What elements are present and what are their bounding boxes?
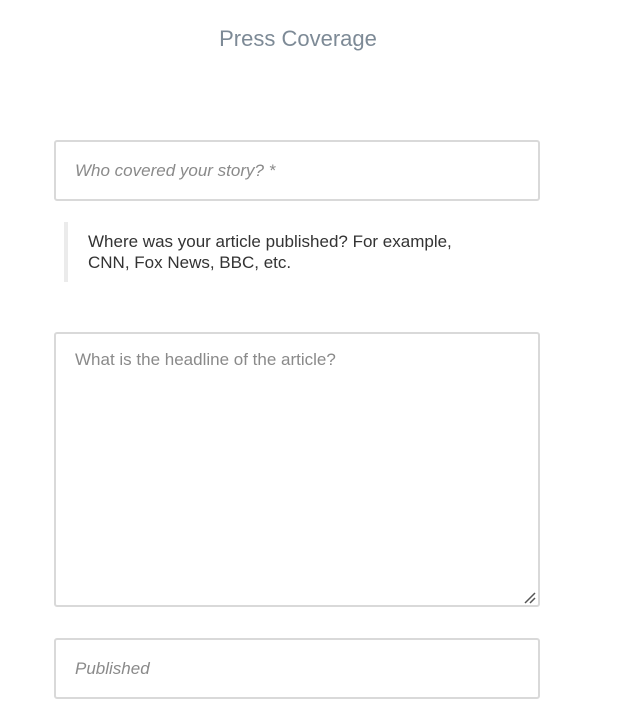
headline-field[interactable] (54, 332, 540, 607)
page-title: Press Coverage (219, 26, 377, 51)
outlet-field[interactable] (54, 140, 540, 201)
published-field[interactable] (54, 638, 540, 699)
resize-grip-icon[interactable] (522, 590, 536, 604)
outlet-help-block (64, 222, 484, 282)
outlet-help-text: Where was your article published? For example, CNN, Fox News, BBC, etc. (88, 232, 452, 272)
